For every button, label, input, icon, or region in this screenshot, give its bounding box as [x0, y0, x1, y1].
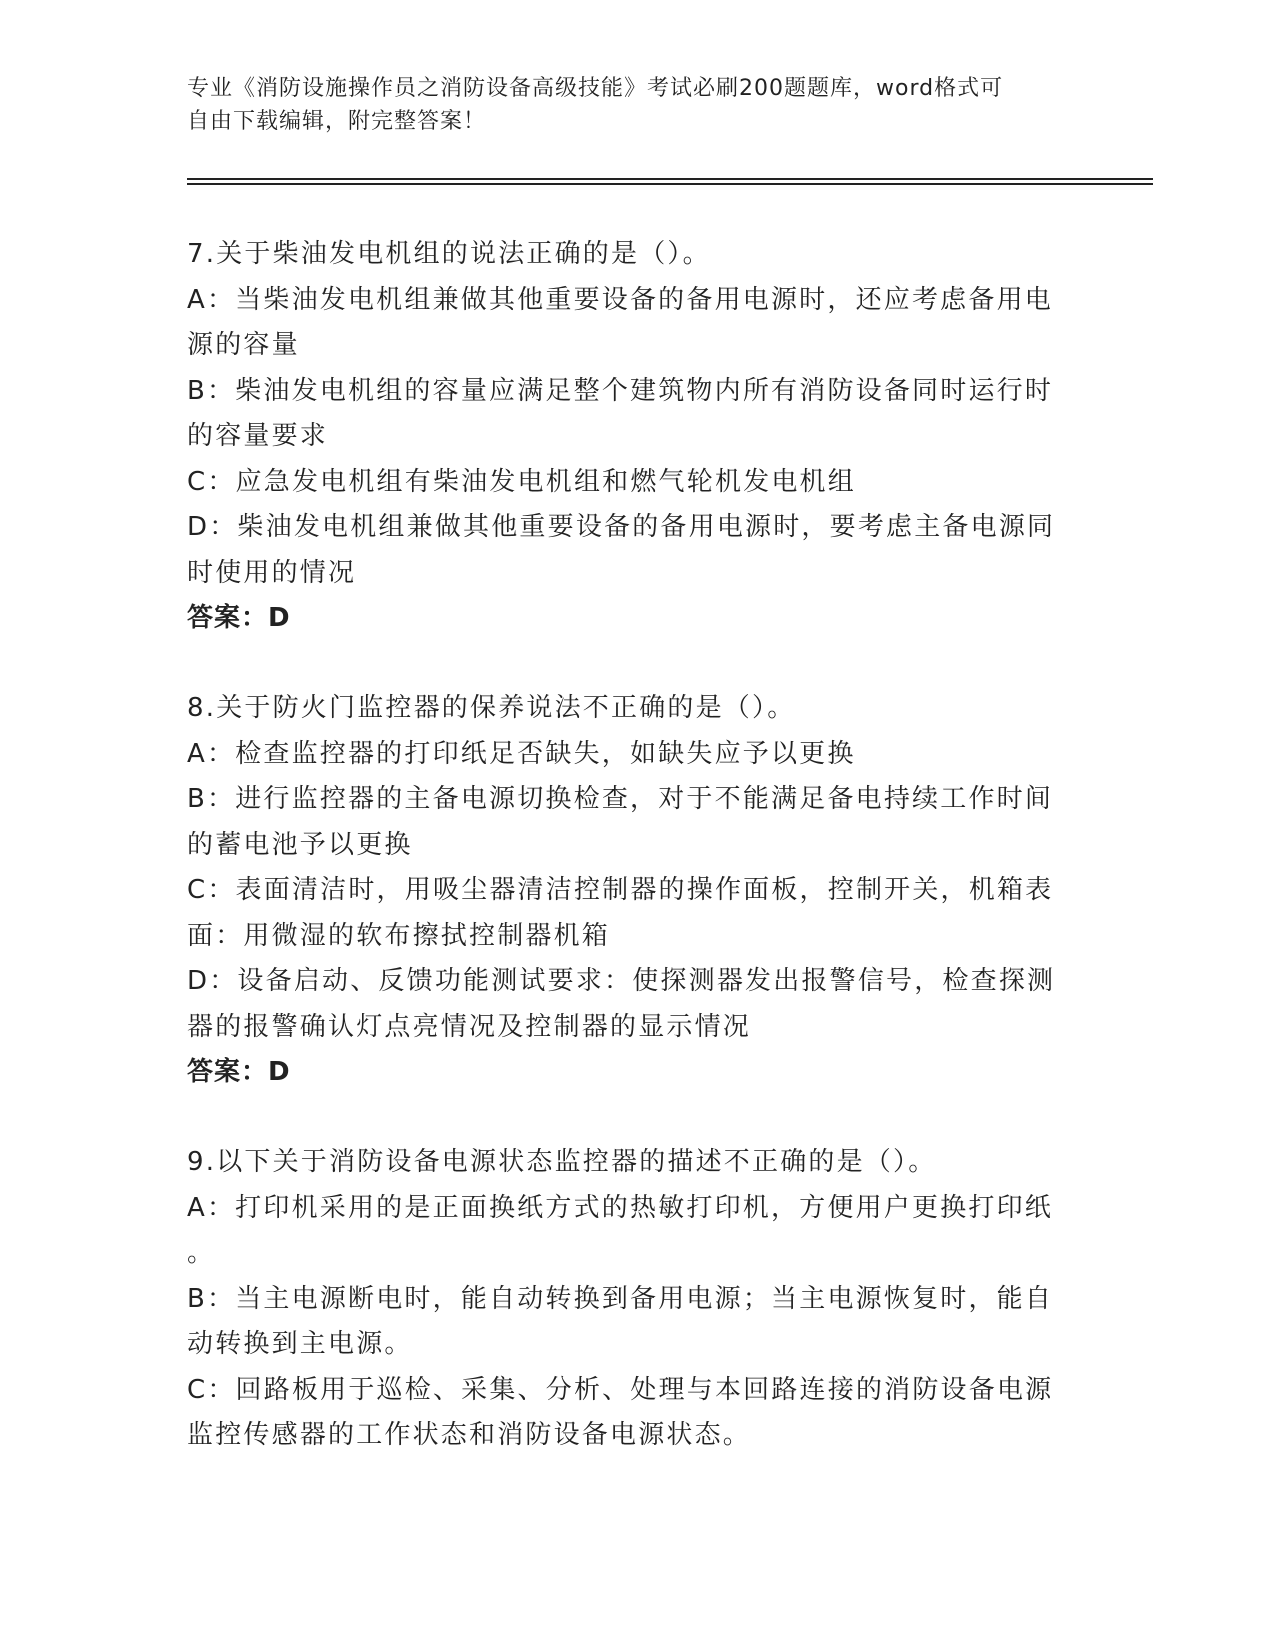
option-a-line: 。 [187, 1238, 216, 1268]
header-line: 专业《消防设施操作员之消防设备高级技能》考试必刷200题题库，word格式可 [187, 76, 1004, 101]
option-d-line: D：柴油发电机组兼做其他重要设备的备用电源时，要考虑主备电源同 [187, 512, 1056, 542]
header-divider [187, 178, 1153, 180]
answer-label: 答案：D [187, 1057, 291, 1087]
option-b-line: 的蓄电池予以更换 [187, 829, 413, 860]
option-b-line: 的容量要求 [187, 421, 329, 451]
option-a-line: A：当柴油发电机组兼做其他重要设备的备用电源时，还应考虑备用电 [187, 284, 1053, 315]
question-8 [187, 686, 1067, 1096]
option-c-line: 监控传感器的工作状态和消防设备电源状态。 [187, 1420, 752, 1450]
option-b-line: B：柴油发电机组的容量应满足整个建筑物内所有消防设备同时运行时 [187, 375, 1054, 406]
option-b-line: 动转换到主电源。 [187, 1329, 413, 1359]
option-b-line: B：进行监控器的主备电源切换检查，对于不能满足备电持续工作时间 [187, 784, 1054, 814]
option-a-line: 源的容量 [187, 330, 300, 360]
question-stem: 8.关于防火门监控器的保养说法不正确的是（）。 [187, 693, 796, 723]
document-header [187, 72, 1067, 138]
option-c-line: C：应急发电机组有柴油发电机组和燃气轮机发电机组 [187, 466, 856, 497]
header-divider [187, 183, 1153, 185]
option-d-line: 器的报警确认灯点亮情况及控制器的显示情况 [187, 1011, 752, 1042]
question-stem: 7.关于柴油发电机组的说法正确的是（）。 [187, 239, 711, 269]
question-7 [187, 232, 1067, 642]
option-c-line: C：表面清洁时，用吸尘器清洁控制器的操作面板，控制开关，机箱表 [187, 875, 1054, 905]
question-stem: 9.以下关于消防设备电源状态监控器的描述不正确的是（）。 [187, 1147, 937, 1177]
option-b-line: B：当主电源断电时，能自动转换到备用电源；当主电源恢复时，能自 [187, 1283, 1054, 1314]
question-9 [187, 1140, 1067, 1459]
header-line: 自由下载编辑，附完整答案！ [187, 109, 487, 134]
answer-label: 答案：D [187, 603, 291, 633]
option-d-line: D：设备启动、反馈功能测试要求：使探测器发出报警信号，检查探测 [187, 966, 1056, 996]
option-a-line: A：打印机采用的是正面换纸方式的热敏打印机，方便用户更换打印纸 [187, 1192, 1053, 1223]
option-a-line: A：检查监控器的打印纸足否缺失，如缺失应予以更换 [187, 738, 856, 769]
option-c-line: C：回路板用于巡检、采集、分析、处理与本回路连接的消防设备电源 [187, 1374, 1054, 1405]
option-d-line: 时使用的情况 [187, 557, 357, 588]
option-c-line: 面：用微湿的软布擦拭控制器机箱 [187, 920, 611, 951]
